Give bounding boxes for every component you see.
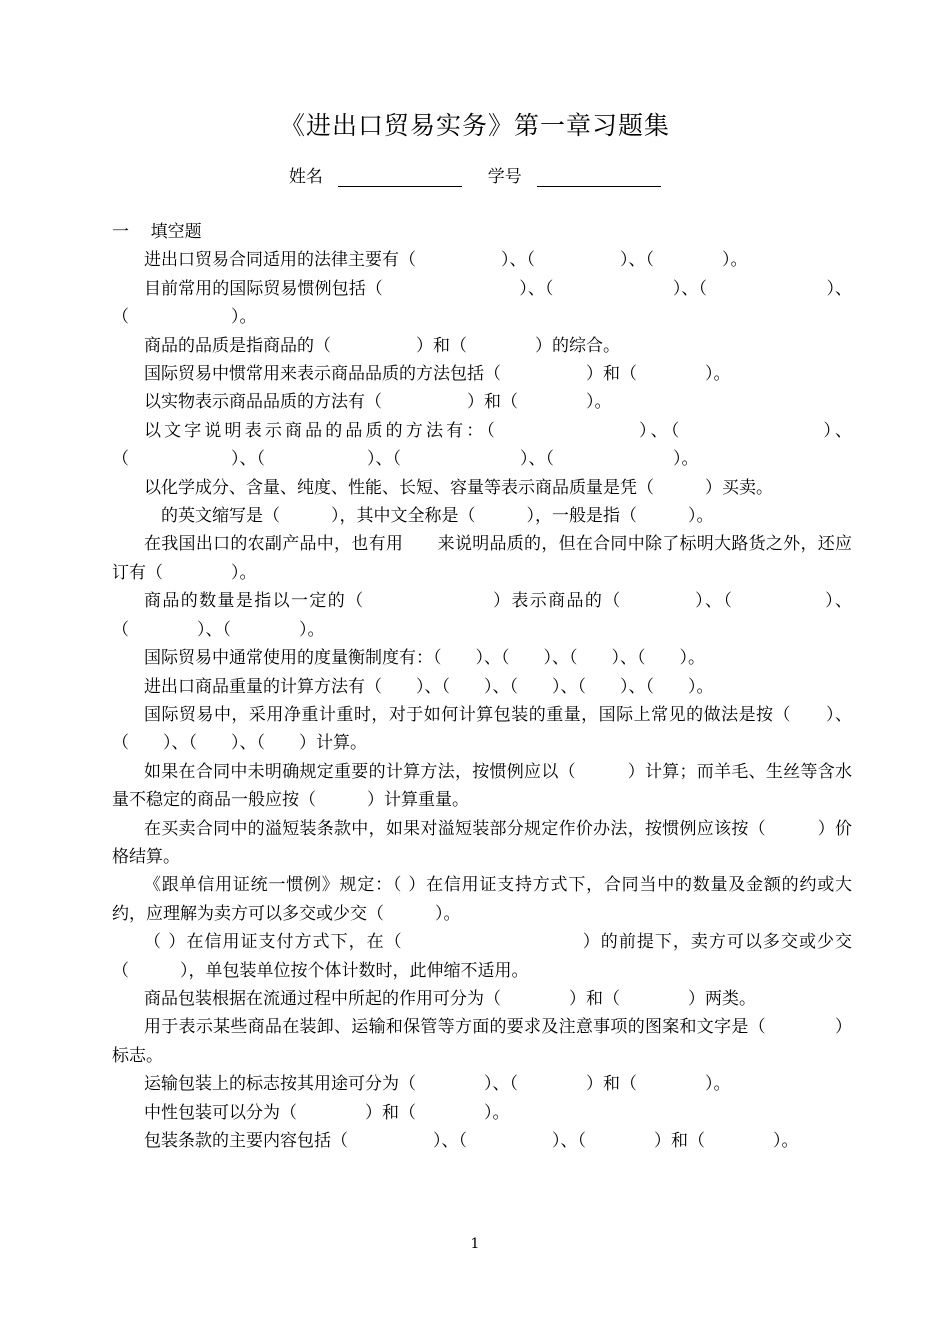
section-heading <box>112 218 852 246</box>
question-item: 包装条款的主要内容包括（ ）、（ ）、（ ）和（ ）。 <box>144 1131 799 1151</box>
question-item: 商品包装根据在流通过程中所起的作用可分为（ ）和（ ）两类。 <box>144 988 756 1009</box>
page-number: 1 <box>470 1236 480 1252</box>
question-item: 在我国出口的农副产品中，也有用 来说明品质的，但在合同中除了标明大路货之外，还应订有（ ）。 <box>112 534 852 583</box>
name-label: 姓名 <box>288 167 323 187</box>
question-item: 以文字说明表示商品的品质的方法有：（ ）、（ ）、（ ）、（ ）、（ ）、（ ）。 <box>112 420 852 470</box>
question-item: 国际贸易中惯常用来表示商品品质的方法包括（ ）和（ ）。 <box>144 364 731 385</box>
question-item: 的英文缩写是（ ），其中文全称是（ ），一般是指（ ）。 <box>144 506 714 527</box>
question-item: 如果在合同中未明确规定重要的计算方法，按惯例应以（ ）计算；而羊毛、生丝等含水量不稳定的商品一般应按（ ）计算重量。 <box>112 761 852 811</box>
question-item: 商品的品质是指商品的（ ）和（ ）的综合。 <box>144 335 620 356</box>
exercise-content <box>112 218 852 1155</box>
question-item: 国际贸易中通常使用的度量衡制度有：（ ）、（ ）、（ ）、（ ）。 <box>144 648 705 669</box>
student-id-label: 学号 <box>487 167 522 187</box>
document-title: 《进出口贸易实务》第一章习题集 <box>279 111 670 140</box>
student-info-row <box>0 162 950 187</box>
question-item: 目前常用的国际贸易惯例包括（ ）、（ ）、（ ）、（ ）。 <box>112 278 852 328</box>
student-id-blank <box>537 168 661 187</box>
question-item: （ ）在信用证支付方式下，在（ ）的前提下，卖方可以多交或少交（ ），单包装单位按个体计数时，此伸缩不适用。 <box>112 932 852 981</box>
section-number: 一 <box>112 222 129 242</box>
question-item: 商品的数量是指以一定的（ ）表示商品的（ ）、（ ）、（ ）、（ ）。 <box>112 591 852 640</box>
question-item: 运输包装上的标志按其用途可分为（ ）、（ ）和（ ）。 <box>144 1074 731 1095</box>
question-item: 在买卖合同中的溢短装条款中，如果对溢短装部分规定作价办法，按惯例应该按（ ）价格结算。 <box>112 818 852 867</box>
question-list <box>112 246 852 1155</box>
question-item: 中性包装可以分为（ ）和（ ）。 <box>144 1102 510 1123</box>
name-blank <box>338 168 462 187</box>
question-item: 用于表示某些商品在装卸、运输和保管等方面的要求及注意事项的图案和文字是（ ）标志。 <box>112 1017 852 1066</box>
section-title: 填空题 <box>150 222 202 242</box>
question-item: 以化学成分、含量、纯度、性能、长短、容量等表示商品质量是凭（ ）买卖。 <box>144 477 773 498</box>
question-item: 进出口贸易合同适用的法律主要有（ ）、（ ）、（ ）。 <box>144 250 748 271</box>
question-item: 《跟单信用证统一惯例》规定：（ ）在信用证支持方式下，合同当中的数量及金额的约或大约，应理解为卖方可以多交或少交（ ）。 <box>112 875 852 924</box>
question-item: 国际贸易中，采用净重计重时，对于如何计算包装的重量，国际上常见的做法是按（ ）、（ ）、（ ）、（ ）计算。 <box>112 704 852 754</box>
question-item: 进出口商品重量的计算方法有（ ）、（ ）、（ ）、（ ）、（ ）。 <box>144 676 714 697</box>
question-item: 以实物表示商品品质的方法有（ ）和（ ）。 <box>144 392 612 413</box>
